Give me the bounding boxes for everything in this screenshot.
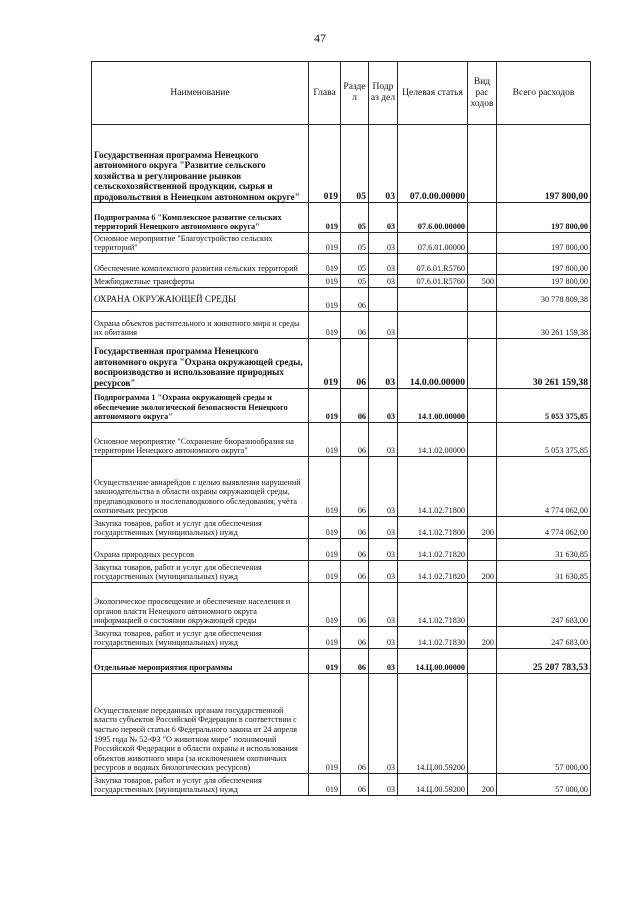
row-total: 197 800,00	[497, 233, 591, 254]
row-target: 14.1.02.71800	[398, 517, 468, 539]
row-total: 30 261 159,38	[497, 312, 591, 339]
row-vid: 500	[468, 275, 497, 288]
row-podrazdel: 03	[369, 254, 398, 275]
row-razdel: 06	[341, 288, 369, 312]
row-vid	[468, 539, 497, 561]
row-razdel: 06	[341, 517, 369, 539]
row-podrazdel: 03	[369, 649, 398, 674]
row-target: 07.0.00.00000	[398, 125, 468, 203]
row-target: 14.Ц.00.00000	[398, 649, 468, 674]
row-vid	[468, 288, 497, 312]
row-glava: 019	[309, 539, 341, 561]
row-vid	[468, 457, 497, 517]
row-glava: 019	[309, 774, 341, 796]
row-total: 4 774 062,00	[497, 517, 591, 539]
row-podrazdel: 03	[369, 312, 398, 339]
row-total: 247 683,00	[497, 627, 591, 649]
row-razdel: 05	[341, 275, 369, 288]
row-name: Осуществление переданных органам государственной власти субъектов Российской Федерации в соответствии с частью первой статьи 6 Федерального закона от 24 апреля 1995 года № 52-ФЗ "О животном мире" полномочий Российской Федерации в области охраны и использования объектов животного мира (за исключением охотничьих ресурсов и водных биологических ресурсов)	[92, 674, 309, 774]
row-razdel: 06	[341, 389, 369, 423]
row-name: Основное мероприятие "Благоустройство сельских территорий"	[92, 233, 309, 254]
row-razdel: 06	[341, 561, 369, 583]
row-glava: 019	[309, 649, 341, 674]
row-glava: 019	[309, 423, 341, 457]
table-row	[92, 627, 591, 649]
row-podrazdel: 03	[369, 627, 398, 649]
row-vid	[468, 423, 497, 457]
row-total: 197 800,00	[497, 254, 591, 275]
row-razdel: 05	[341, 233, 369, 254]
row-target: 14.1.02.71820	[398, 539, 468, 561]
row-podrazdel: 03	[369, 457, 398, 517]
row-vid: 200	[468, 561, 497, 583]
table-row	[92, 457, 591, 517]
row-target: 14.1.02.71830	[398, 583, 468, 627]
row-glava: 019	[309, 457, 341, 517]
table-row	[92, 275, 591, 288]
row-podrazdel: 03	[369, 275, 398, 288]
row-vid	[468, 649, 497, 674]
row-total: 5 053 375,85	[497, 423, 591, 457]
table-row	[92, 254, 591, 275]
row-podrazdel: 03	[369, 423, 398, 457]
table-row	[92, 288, 591, 312]
row-name: Закупка товаров, работ и услуг для обеспечения государственных (муниципальных) нужд	[92, 561, 309, 583]
row-podrazdel: 03	[369, 774, 398, 796]
row-name: Межбюджетные трансферты	[92, 275, 309, 288]
row-target: 14.Ц.00.59200	[398, 774, 468, 796]
row-glava: 019	[309, 254, 341, 275]
row-name: Закупка товаров, работ и услуг для обеспечения государственных (муниципальных) нужд	[92, 517, 309, 539]
row-name: Отдельные мероприятия программы	[92, 649, 309, 674]
row-total: 197 800,00	[497, 203, 591, 233]
table-row	[92, 203, 591, 233]
row-podrazdel: 03	[369, 203, 398, 233]
row-vid	[468, 389, 497, 423]
row-razdel: 06	[341, 339, 369, 389]
table-row	[92, 539, 591, 561]
row-total: 31 630,85	[497, 539, 591, 561]
header-target: Целевая статья	[398, 62, 468, 125]
row-target: 14.1.02.00000	[398, 423, 468, 457]
row-podrazdel	[369, 288, 398, 312]
row-razdel: 06	[341, 649, 369, 674]
row-razdel: 05	[341, 254, 369, 275]
table-row	[92, 583, 591, 627]
row-glava: 019	[309, 561, 341, 583]
row-target: 07.6.01.R5760	[398, 254, 468, 275]
row-total: 31 630,85	[497, 561, 591, 583]
row-name: Охрана объектов растительного и животного мира и среды их обитания	[92, 312, 309, 339]
row-vid	[468, 674, 497, 774]
table-row	[92, 774, 591, 796]
row-total: 197 800,00	[497, 275, 591, 288]
row-total: 4 774 062,00	[497, 457, 591, 517]
row-podrazdel: 03	[369, 339, 398, 389]
row-razdel: 06	[341, 312, 369, 339]
row-total: 57 000,00	[497, 774, 591, 796]
budget-table	[91, 61, 591, 796]
row-glava: 019	[309, 275, 341, 288]
row-target: 14.1.02.71830	[398, 627, 468, 649]
table-row	[92, 389, 591, 423]
row-razdel: 06	[341, 583, 369, 627]
row-name: Основное мероприятие "Сохранение биоразнообразия на территории Ненецкого автономного округа"	[92, 423, 309, 457]
row-target: 14.1.02.71800	[398, 457, 468, 517]
row-vid	[468, 203, 497, 233]
row-glava: 019	[309, 233, 341, 254]
table-row	[92, 233, 591, 254]
row-name: Подпрограмма 6 "Комплексное развитие сельских территорий Ненецкого автономного округа"	[92, 203, 309, 233]
row-podrazdel: 03	[369, 539, 398, 561]
row-total: 247 683,00	[497, 583, 591, 627]
row-razdel: 06	[341, 539, 369, 561]
page-number: 47	[314, 31, 326, 45]
row-glava: 019	[309, 583, 341, 627]
table-row	[92, 125, 591, 203]
row-glava: 019	[309, 312, 341, 339]
row-name: Осуществление авиарейдов с целью выявления нарушений законодательства в области охраны окружающей среды, предпаводкового и послепаводкового обследования, учёта охотничьих ресурсов	[92, 457, 309, 517]
row-vid	[468, 233, 497, 254]
row-razdel: 06	[341, 457, 369, 517]
row-name: Закупка товаров, работ и услуг для обеспечения государственных (муниципальных) нужд	[92, 627, 309, 649]
row-vid	[468, 312, 497, 339]
row-razdel: 06	[341, 627, 369, 649]
row-glava: 019	[309, 203, 341, 233]
table-row	[92, 517, 591, 539]
row-target: 07.6.00.00000	[398, 203, 468, 233]
row-target	[398, 312, 468, 339]
row-razdel: 06	[341, 774, 369, 796]
table-row	[92, 312, 591, 339]
row-target: 14.0.00.00000	[398, 339, 468, 389]
row-razdel: 06	[341, 423, 369, 457]
row-name: Экологическое просвещение и обеспечение населения и органов власти Ненецкого автономного округа информацией о состоянии окружающей среды	[92, 583, 309, 627]
row-vid	[468, 125, 497, 203]
row-glava: 019	[309, 288, 341, 312]
row-glava: 019	[309, 389, 341, 423]
row-vid	[468, 254, 497, 275]
row-total: 30 261 159,38	[497, 339, 591, 389]
header-total: Всего расходов	[497, 62, 591, 125]
header-glava: Глава	[309, 62, 341, 125]
table-row	[92, 423, 591, 457]
table-row	[92, 339, 591, 389]
row-glava: 019	[309, 674, 341, 774]
table-row	[92, 674, 591, 774]
row-name: ОХРАНА ОКРУЖАЮЩЕЙ СРЕДЫ	[92, 288, 309, 312]
header-vid: Вид рас ходов	[468, 62, 497, 125]
row-target: 14.1.02.71820	[398, 561, 468, 583]
header-razdel: Разде л	[341, 62, 369, 125]
row-vid	[468, 339, 497, 389]
row-glava: 019	[309, 339, 341, 389]
row-glava: 019	[309, 517, 341, 539]
row-glava: 019	[309, 627, 341, 649]
row-target: 14.Ц.00.59200	[398, 674, 468, 774]
row-podrazdel: 03	[369, 517, 398, 539]
row-name: Закупка товаров, работ и услуг для обеспечения государственных (муниципальных) нужд	[92, 774, 309, 796]
table-row	[92, 649, 591, 674]
row-total: 57 000,00	[497, 674, 591, 774]
row-total: 5 053 375,85	[497, 389, 591, 423]
row-razdel: 06	[341, 674, 369, 774]
header-row	[92, 62, 591, 125]
row-podrazdel: 03	[369, 389, 398, 423]
row-name: Подпрограмма 1 "Охрана окружающей среды и обеспечение экологической безопасности Ненецкого автономного округа"	[92, 389, 309, 423]
row-vid: 200	[468, 627, 497, 649]
row-glava: 019	[309, 125, 341, 203]
row-razdel: 05	[341, 203, 369, 233]
row-name: Государственная программа Ненецкого автономного округа "Развитие сельского хозяйства и регулирование рынков сельскохозяйственной продукции, сырья и продовольствия в Ненецком автономном округе"	[92, 125, 309, 203]
row-target: 07.6.01.00000	[398, 233, 468, 254]
row-podrazdel: 03	[369, 125, 398, 203]
header-name: Наименование	[92, 62, 309, 125]
row-target: 14.1.00.00000	[398, 389, 468, 423]
row-total: 197 800,00	[497, 125, 591, 203]
row-target: 07.6.01.R5760	[398, 275, 468, 288]
header-podrazdel: Подр аз дел	[369, 62, 398, 125]
row-vid	[468, 583, 497, 627]
row-target	[398, 288, 468, 312]
row-podrazdel: 03	[369, 233, 398, 254]
row-podrazdel: 03	[369, 583, 398, 627]
table-row	[92, 561, 591, 583]
row-total: 30 778 809,38	[497, 288, 591, 312]
row-name: Государственная программа Ненецкого автономного округа "Охрана окружающей среды, воспроизводство и использование природных ресурсов"	[92, 339, 309, 389]
row-razdel: 05	[341, 125, 369, 203]
row-podrazdel: 03	[369, 561, 398, 583]
row-name: Охрана природных ресурсов	[92, 539, 309, 561]
row-vid: 200	[468, 517, 497, 539]
row-total: 25 207 783,53	[497, 649, 591, 674]
row-vid: 200	[468, 774, 497, 796]
row-podrazdel: 03	[369, 674, 398, 774]
row-name: Обеспечение комплексного развития сельских территорий	[92, 254, 309, 275]
